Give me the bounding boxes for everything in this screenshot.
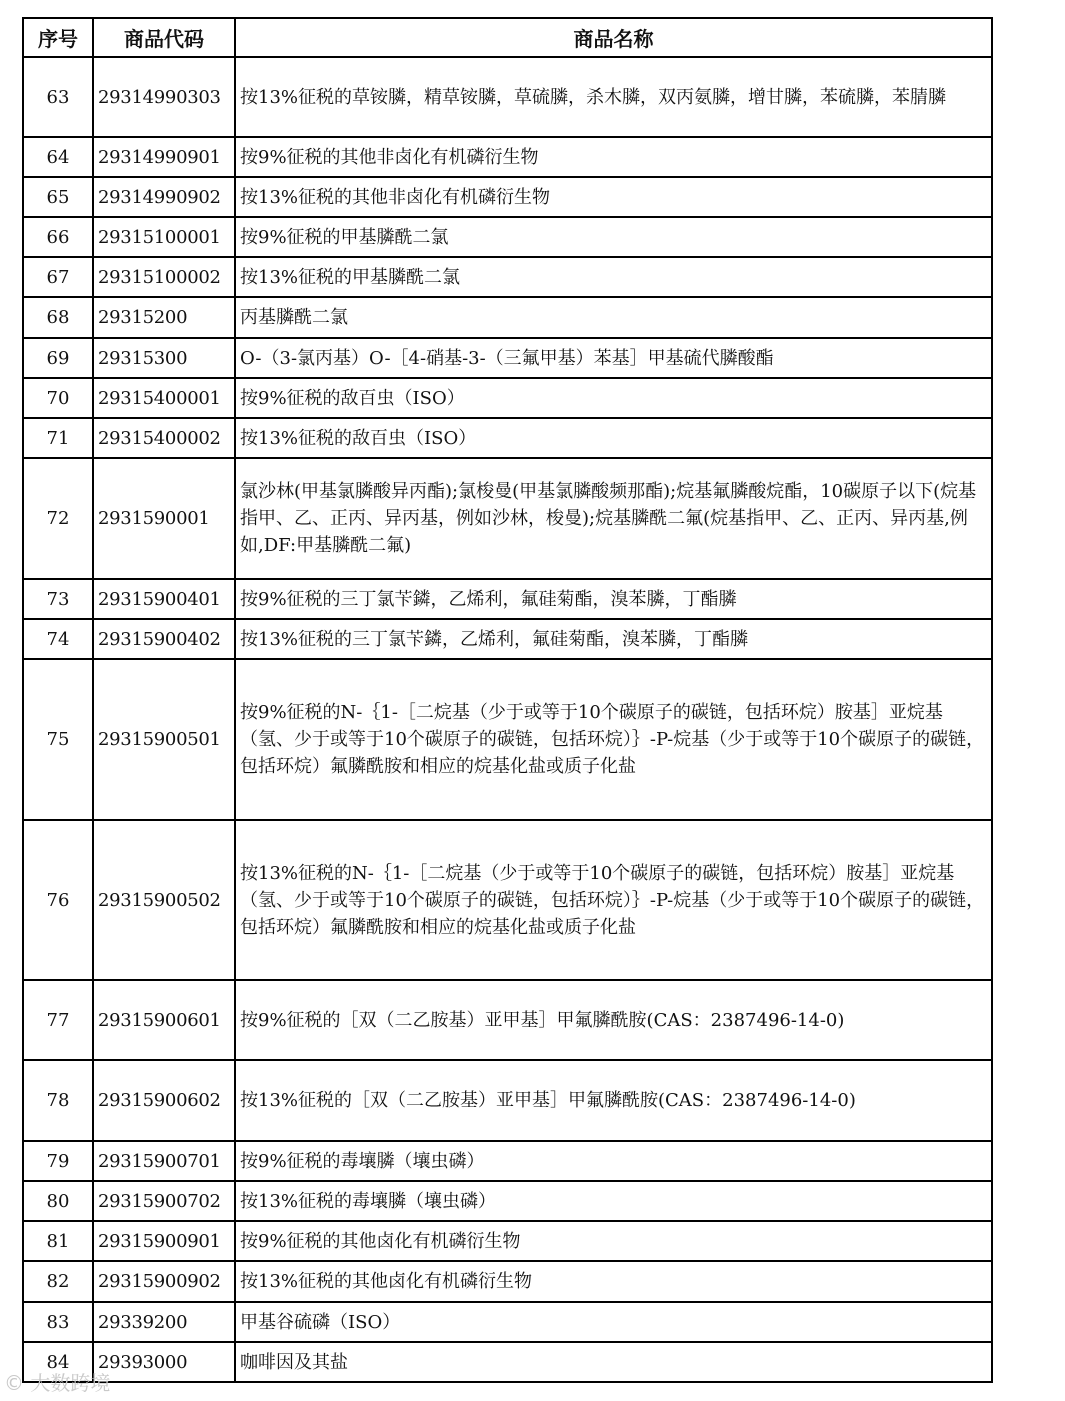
commodity-name: 氯沙林(甲基氯膦酸异丙酯);氯梭曼(甲基氯膦酸频那酯);烷基氟膦酸烷酯，10碳原子以下(烷基指甲、乙、正丙、异丙基，例如沙林，梭曼);烷基膦酰二氟(烷基指甲、乙、正丙、异丙基,例如,DF:甲基膦酰二氟) xyxy=(235,458,992,579)
commodity-code: 29314990902 xyxy=(93,177,235,217)
commodity-code: 29315900702 xyxy=(93,1181,235,1221)
table-row xyxy=(23,1261,992,1302)
commodity-code: 29315200 xyxy=(93,297,235,338)
commodity-code: 29315900402 xyxy=(93,619,235,659)
row-number: 79 xyxy=(23,1141,93,1181)
commodity-table xyxy=(22,17,993,1383)
row-number: 80 xyxy=(23,1181,93,1221)
table-row xyxy=(23,659,992,820)
commodity-code: 29315300 xyxy=(93,338,235,378)
commodity-code: 29315900602 xyxy=(93,1060,235,1141)
row-number: 74 xyxy=(23,619,93,659)
row-number: 68 xyxy=(23,297,93,338)
row-number: 65 xyxy=(23,177,93,217)
commodity-code: 29315400001 xyxy=(93,378,235,418)
commodity-name: 按13%征税的［双（二乙胺基）亚甲基］甲氟膦酰胺(CAS：2387496-14-0) xyxy=(235,1060,992,1141)
row-number: 75 xyxy=(23,659,93,820)
header-name: 商品名称 xyxy=(235,18,992,57)
commodity-name: 甲基谷硫磷（ISO） xyxy=(235,1302,992,1342)
commodity-code: 29315900701 xyxy=(93,1141,235,1181)
row-number: 64 xyxy=(23,137,93,177)
commodity-code: 29314990901 xyxy=(93,137,235,177)
commodity-name: 咖啡因及其盐 xyxy=(235,1342,992,1382)
header-code: 商品代码 xyxy=(93,18,235,57)
table-row xyxy=(23,137,992,177)
commodity-name: 按13%征税的毒壤膦（壤虫磷） xyxy=(235,1181,992,1221)
row-number: 82 xyxy=(23,1261,93,1302)
row-number: 73 xyxy=(23,579,93,619)
table-row xyxy=(23,217,992,257)
commodity-code: 29315900502 xyxy=(93,820,235,980)
row-number: 77 xyxy=(23,980,93,1060)
table-row xyxy=(23,1141,992,1181)
commodity-name: O-（3-氯丙基）O-［4-硝基-3-（三氟甲基）苯基］甲基硫代膦酸酯 xyxy=(235,338,992,378)
commodity-name: 按9%征税的［双（二乙胺基）亚甲基］甲氟膦酰胺(CAS：2387496-14-0) xyxy=(235,980,992,1060)
commodity-name: 丙基膦酰二氯 xyxy=(235,297,992,338)
commodity-code: 29315100002 xyxy=(93,257,235,297)
commodity-name: 按13%征税的三丁氯苄鏻，乙烯利，氟硅菊酯，溴苯膦，丁酯膦 xyxy=(235,619,992,659)
commodity-code: 29315900901 xyxy=(93,1221,235,1261)
row-number: 78 xyxy=(23,1060,93,1141)
row-number: 71 xyxy=(23,418,93,458)
commodity-name: 按9%征税的甲基膦酰二氯 xyxy=(235,217,992,257)
commodity-name: 按13%征税的其他卤化有机磷衍生物 xyxy=(235,1261,992,1302)
row-number: 83 xyxy=(23,1302,93,1342)
commodity-name: 按13%征税的甲基膦酰二氯 xyxy=(235,257,992,297)
commodity-name: 按9%征税的毒壤膦（壤虫磷） xyxy=(235,1141,992,1181)
header-no: 序号 xyxy=(23,18,93,57)
table-row xyxy=(23,57,992,137)
header-row xyxy=(23,18,992,57)
row-number: 72 xyxy=(23,458,93,579)
commodity-name: 按9%征税的N-｛1-［二烷基（少于或等于10个碳原子的碳链，包括环烷）胺基］亚烷基（氢、少于或等于10个碳原子的碳链，包括环烷）｝-P-烷基（少于或等于10个碳原子的碳链，包括环烷）氟膦酰胺和相应的烷基化盐或质子化盐 xyxy=(235,659,992,820)
commodity-name: 按9%征税的其他非卤化有机磷衍生物 xyxy=(235,137,992,177)
table-row xyxy=(23,418,992,458)
commodity-code: 29315900401 xyxy=(93,579,235,619)
commodity-code: 29315900601 xyxy=(93,980,235,1060)
commodity-code: 2931590001 xyxy=(93,458,235,579)
table-row xyxy=(23,820,992,980)
row-number: 67 xyxy=(23,257,93,297)
row-number: 70 xyxy=(23,378,93,418)
table-row xyxy=(23,1181,992,1221)
commodity-code: 29315900902 xyxy=(93,1261,235,1302)
table-row xyxy=(23,458,992,579)
table-row xyxy=(23,338,992,378)
commodity-code: 29315900501 xyxy=(93,659,235,820)
table-row xyxy=(23,257,992,297)
row-number: 84 xyxy=(23,1342,93,1382)
commodity-code: 29315100001 xyxy=(93,217,235,257)
table-row xyxy=(23,619,992,659)
row-number: 69 xyxy=(23,338,93,378)
commodity-name: 按9%征税的敌百虫（ISO） xyxy=(235,378,992,418)
table-row xyxy=(23,1302,992,1342)
commodity-name: 按13%征税的N-｛1-［二烷基（少于或等于10个碳原子的碳链，包括环烷）胺基］亚烷基（氢、少于或等于10个碳原子的碳链，包括环烷）｝-P-烷基（少于或等于10个碳原子的碳链，包括环烷）氟膦酰胺和相应的烷基化盐或质子化盐 xyxy=(235,820,992,980)
table-row xyxy=(23,378,992,418)
commodity-name: 按13%征税的其他非卤化有机磷衍生物 xyxy=(235,177,992,217)
table-row xyxy=(23,1060,992,1141)
table-row xyxy=(23,1221,992,1261)
row-number: 63 xyxy=(23,57,93,137)
table-row xyxy=(23,579,992,619)
watermark: © 大数跨境 xyxy=(4,1371,111,1395)
commodity-code: 29339200 xyxy=(93,1302,235,1342)
table-row xyxy=(23,1342,992,1382)
commodity-code: 29393000 xyxy=(93,1342,235,1382)
table-row xyxy=(23,980,992,1060)
row-number: 81 xyxy=(23,1221,93,1261)
commodity-code: 29314990303 xyxy=(93,57,235,137)
commodity-name: 按13%征税的草铵膦，精草铵膦，草硫膦，杀木膦，双丙氨膦，增甘膦，苯硫膦，苯腈膦 xyxy=(235,57,992,137)
table-row xyxy=(23,297,992,338)
commodity-name: 按9%征税的其他卤化有机磷衍生物 xyxy=(235,1221,992,1261)
commodity-name: 按9%征税的三丁氯苄鏻，乙烯利，氟硅菊酯，溴苯膦，丁酯膦 xyxy=(235,579,992,619)
row-number: 66 xyxy=(23,217,93,257)
table-row xyxy=(23,177,992,217)
row-number: 76 xyxy=(23,820,93,980)
commodity-code: 29315400002 xyxy=(93,418,235,458)
commodity-name: 按13%征税的敌百虫（ISO） xyxy=(235,418,992,458)
